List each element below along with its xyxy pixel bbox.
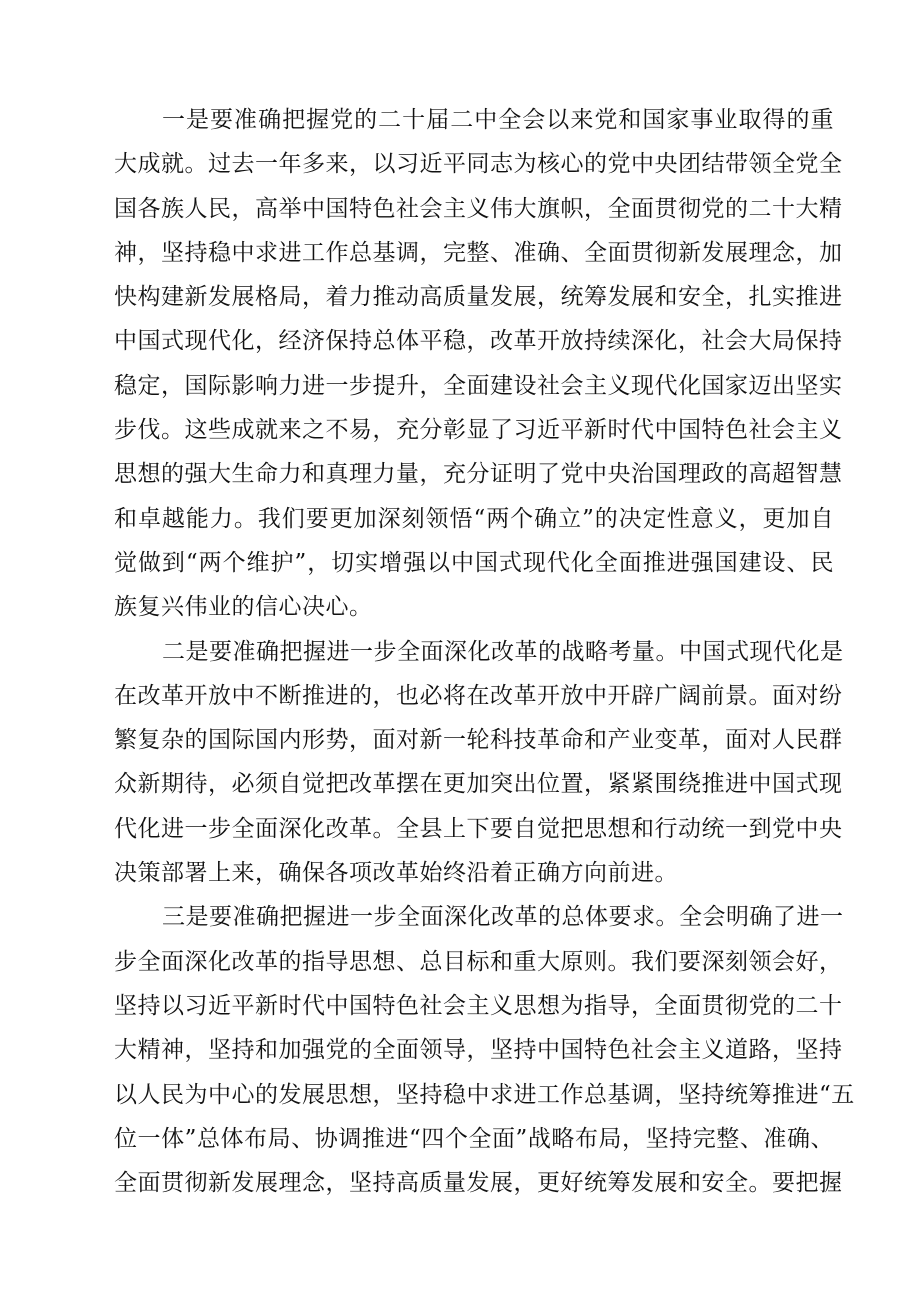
text-line: 步全面深化改革的指导思想、总目标和重大原则。我们要深刻领会好， [114,948,843,975]
text-line: 思想的强大生命力和真理力量，充分证明了党中央治国理政的高超智慧 [114,461,843,488]
text-line: 全面贯彻新发展理念，坚持高质量发展，更好统筹发展和安全。要把握 [114,1170,843,1197]
text-line: 快构建新发展格局，着力推动高质量发展，统筹发展和安全，扎实推进 [114,284,843,311]
text-line: 代化进一步全面深化改革。全县上下要自觉把思想和行动统一到党中央 [114,815,843,842]
text-line: 一是要准确把握党的二十届二中全会以来党和国家事业取得的重 [162,107,834,133]
text-line: 位一体”总体布局、协调推进“四个全面”战略布局，坚持完整、准确、 [114,1125,834,1152]
text-line: 繁复杂的国际国内形势，面对新一轮科技革命和产业变革，面对人民群 [114,727,843,754]
paragraph-1 [114,98,843,630]
text-line: 国各族人民，高举中国特色社会主义伟大旗帜，全面贯彻党的二十大精 [114,195,843,222]
text-line: 觉做到“两个维护”，切实增强以中国式现代化全面推进强国建设、民 [114,549,834,576]
text-line: 和卓越能力。我们要更加深刻领悟“两个确立”的决定性意义，更加自 [114,505,834,532]
paragraph-3 [114,895,855,1205]
text-line: 族复兴伟业的信心决心。 [114,594,373,621]
text-line: 众新期待，必须自觉把改革摆在更加突出位置，紧紧围绕推进中国式现 [114,771,843,798]
text-line: 大精神，坚持和加强党的全面领导，坚持中国特色社会主义道路，坚持 [114,1037,843,1064]
text-line: 决策部署上来，确保各项改革始终沿着正确方向前进。 [114,860,678,887]
text-line: 二是要准确把握进一步全面深化改革的战略考量。中国式现代化是 [162,638,844,665]
text-line: 大成就。过去一年多来，以习近平同志为核心的党中央团结带领全党全 [114,151,843,178]
text-line: 以人民为中心的发展思想，坚持稳中求进工作总基调，坚持统筹推进“五 [114,1081,855,1108]
text-line: 稳定，国际影响力进一步提升，全面建设社会主义现代化国家迈出坚实 [114,372,843,399]
text-line: 神，坚持稳中求进工作总基调，完整、准确、全面贯彻新发展理念，加 [114,239,843,266]
paragraph-2 [114,630,844,896]
text-line: 三是要准确把握进一步全面深化改革的总体要求。全会明确了进一 [162,904,844,931]
text-line: 坚持以习近平新时代中国特色社会主义思想为指导，全面贯彻党的二十 [114,992,843,1019]
text-line: 中国式现代化，经济保持总体平稳，改革开放持续深化，社会大局保持 [114,328,843,355]
text-line: 在改革开放中不断推进的，也必将在改革开放中开辟广阔前景。面对纷 [114,682,843,709]
text-line: 步伐。这些成就来之不易，充分彰显了习近平新时代中国特色社会主义 [114,417,843,444]
document-body [114,98,855,1205]
